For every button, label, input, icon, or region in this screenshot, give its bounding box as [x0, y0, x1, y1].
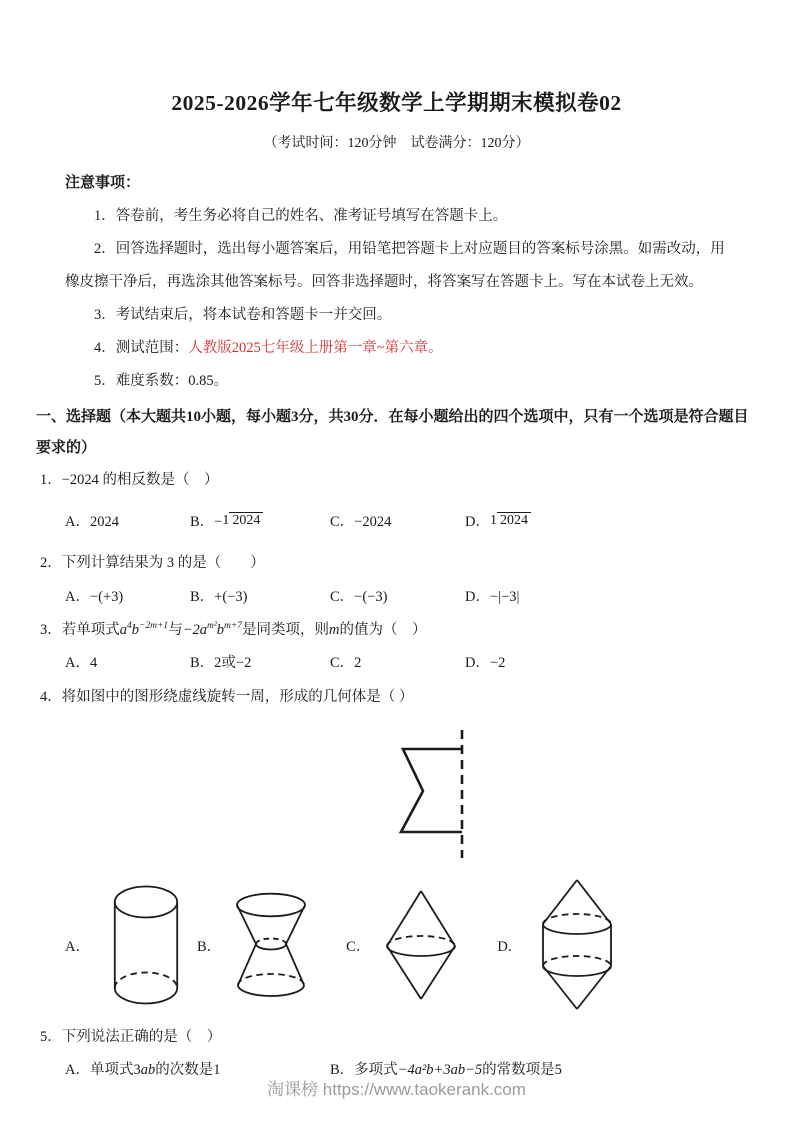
monomial-2-exponent: m²: [206, 621, 217, 632]
option-c: [330, 514, 465, 531]
notice-item-5: 5．难度系数：0.85。: [94, 373, 229, 390]
monomial-2-exponent-2: m+7: [223, 621, 242, 632]
option-d-value: −|−3|: [489, 588, 520, 605]
notice-item-4-prefix: 4．测试范围：: [94, 340, 189, 357]
minus-sign: −: [214, 513, 223, 530]
option-b-value: +(−3): [214, 588, 248, 605]
option-c-label: C．: [330, 588, 355, 605]
option-a: [65, 514, 190, 531]
option-a-text: 的次数是1: [155, 1062, 221, 1079]
question-3-options: [65, 647, 760, 680]
option-c-label: C．: [330, 513, 355, 530]
variable-m: m: [328, 622, 340, 638]
bicone-shape: [385, 888, 457, 1002]
option-a-label: A．: [65, 938, 90, 955]
option-c-label: C．: [330, 655, 355, 672]
option-a-label: A．: [65, 513, 90, 530]
polynomial-expression: −4a²b+3ab−5: [397, 1062, 483, 1079]
option-b-text: 的常数项是5: [482, 1062, 562, 1079]
fraction: [490, 512, 531, 530]
option-b-label: B．: [196, 938, 222, 955]
option-b: [190, 581, 330, 614]
questions-section: [36, 402, 760, 1087]
fraction-denominator: 2024: [497, 512, 531, 528]
question-4-stem: 4．将如图中的图形绕虚线旋转一周，形成的几何体是（ ）: [40, 688, 414, 705]
fraction-numerator: 1: [222, 512, 230, 528]
option-d: [465, 514, 760, 532]
notices-heading: 注意事项：: [65, 175, 141, 191]
option-d-label: D．: [465, 513, 490, 530]
option-a-label: A．: [65, 1062, 90, 1079]
option-d: [497, 878, 613, 1012]
rotation-figure: [378, 720, 760, 867]
question-2-stem: 2．下列计算结果为 3 的是（ ）: [40, 555, 265, 572]
stem-text: 的值为（ ）: [339, 622, 427, 638]
option-b-label: B．: [190, 588, 215, 605]
option-b-label: B．: [190, 655, 215, 672]
watermark-footer: 淘课榜 https://www.taokerank.com: [267, 1080, 526, 1099]
option-a-value: 4: [89, 655, 98, 672]
stem-text: 与: [168, 622, 183, 638]
option-c: [330, 581, 465, 614]
notice-item-2: 2．回答选择题时，选出每小题答案后，用铅笔把答题卡上对应题目的答案标号涂黑。如需改动，用橡皮擦干净后，再选涂其他答案标号。回答非选择题时，将答案写在答题卡上。写在本试卷上无效。: [65, 241, 725, 291]
option-b: [190, 514, 330, 532]
variables: ab: [140, 1062, 156, 1079]
question-number: 3．: [40, 622, 62, 638]
option-a: [65, 885, 179, 1005]
question-3: [36, 614, 760, 681]
option-c-label: C．: [346, 938, 371, 955]
option-a-text: 单项式: [89, 1062, 134, 1079]
option-c-value: 2: [354, 655, 362, 672]
notice-item-4-scope: 人教版2025七年级上册第一章~第六章。: [188, 340, 443, 357]
option-c-value: −2024: [354, 513, 392, 530]
option-b: [197, 892, 307, 998]
stem-text: 若单项式: [61, 622, 120, 638]
option-d-label: D．: [465, 655, 490, 672]
hourglass-shape: [235, 892, 307, 998]
stem-text: 是同类项，则: [241, 622, 329, 638]
option-a-label: A．: [65, 588, 90, 605]
monomial-1-base-2: b: [131, 622, 139, 638]
option-b: [190, 647, 330, 680]
option-a: [65, 581, 190, 614]
page-title: 2025-2026学年七年级数学上学期期末模拟卷02: [171, 91, 622, 115]
option-c: [330, 647, 465, 680]
exam-info: （考试时间：120分钟 试卷满分：120分）: [263, 136, 530, 151]
option-d-label: D．: [465, 588, 490, 605]
option-b-value: 2或−2: [214, 655, 252, 672]
option-d: [465, 581, 760, 614]
option-a-label: A．: [65, 655, 90, 672]
option-d-value: −2: [489, 655, 506, 672]
question-4: [36, 681, 760, 1021]
option-a-value: −(+3): [89, 588, 124, 605]
section-1-heading: 一、选择题（本大题共10小题，每小题3分，共30分．在每小题给出的四个选项中，只有一个选项是符合题目要求的）: [36, 409, 749, 457]
option-a-value: 2024: [89, 513, 119, 530]
option-b-label: B．: [330, 1062, 355, 1079]
notice-item-4: [65, 332, 738, 365]
option-b-label: B．: [190, 513, 215, 530]
question-1-options: [65, 497, 760, 547]
fraction: [222, 512, 263, 530]
option-c: [346, 888, 457, 1002]
question-3-stem: [40, 614, 760, 647]
profile-outline: [401, 749, 462, 832]
flag-profile-figure: [378, 720, 496, 862]
option-b-text: 多项式: [354, 1062, 398, 1079]
coefficient: 3: [133, 1062, 141, 1079]
notice-item-1: 1．答卷前，考生务必将自己的姓名、准考证号填写在答题卡上。: [94, 208, 508, 225]
notices-section: [65, 166, 738, 398]
notice-item-3: 3．考试结束后，将本试卷和答题卡一并交回。: [94, 307, 392, 324]
monomial-2-head: −2a: [182, 622, 207, 638]
option-c-value: −(−3): [354, 588, 388, 605]
question-4-options: [65, 869, 760, 1021]
option-d-label: D．: [497, 938, 523, 955]
cylinder-shape: [113, 885, 179, 1005]
question-2: [36, 547, 760, 614]
fraction-numerator: 1: [489, 512, 497, 528]
monomial-2-base-2: b: [216, 622, 224, 638]
question-1-stem: 1．−2024 的相反数是（ ）: [40, 471, 219, 488]
fraction-denominator: 2024: [229, 512, 263, 528]
monomial-1-base: a: [119, 622, 127, 638]
monomial-1-exponent: 4: [127, 621, 132, 632]
option-d: [465, 647, 760, 680]
question-1: [36, 464, 760, 547]
monomial-1-exponent-2: −2m+1: [139, 621, 169, 632]
question-2-options: [65, 581, 760, 614]
cylinder-with-cones-shape: [541, 878, 613, 1012]
question-5-stem: 5．下列说法正确的是（ ）: [40, 1029, 222, 1046]
option-a: [65, 647, 190, 680]
